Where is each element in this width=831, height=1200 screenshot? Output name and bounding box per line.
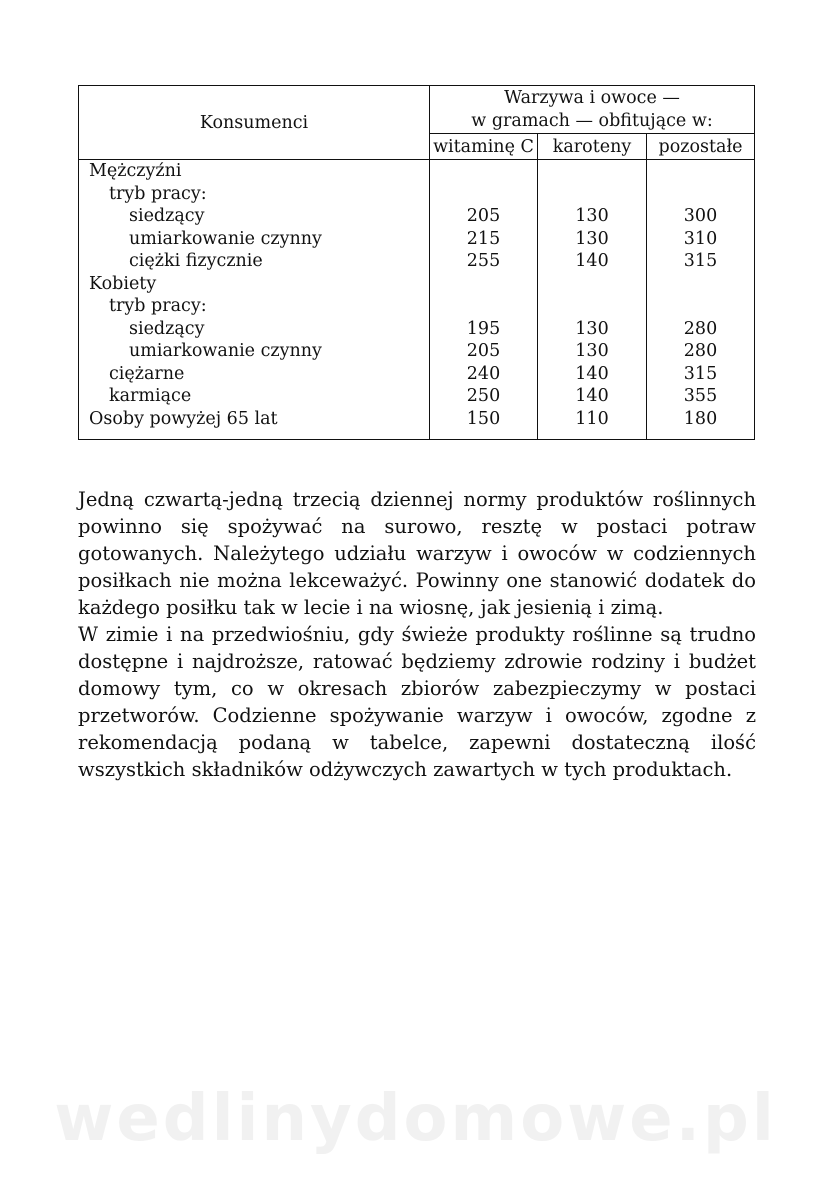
header-group-line1: Warzywa i owoce — (504, 87, 680, 108)
row-value: 280 (683, 318, 718, 339)
row-value: 195 (466, 318, 501, 339)
row-value: 130 (575, 228, 609, 249)
row-label: umiarkowanie czynny (129, 228, 322, 249)
row-value: 150 (466, 408, 501, 429)
header-group (430, 86, 755, 134)
row-value: 205 (466, 206, 501, 227)
row-value: 240 (466, 363, 501, 384)
row-value: 140 (575, 386, 609, 407)
row-value: 140 (575, 251, 609, 272)
nutrition-table (78, 85, 755, 440)
row-value (647, 183, 754, 206)
row-label: umiarkowanie czynny (129, 341, 322, 362)
row-value (647, 295, 754, 318)
row-value: 130 (575, 318, 609, 339)
row-value (538, 160, 646, 183)
row-value: 130 (575, 341, 609, 362)
other-column (647, 160, 755, 440)
row-value: 110 (575, 408, 609, 429)
row-value (538, 273, 646, 296)
row-label: Osoby powyżej 65 lat (89, 408, 278, 429)
row-value (430, 160, 537, 183)
row-label: siedzący (129, 318, 205, 339)
row-label: siedzący (129, 206, 205, 227)
watermark: wedlinydomowe.pl (54, 1082, 777, 1156)
row-value (538, 183, 646, 206)
row-value (430, 273, 537, 296)
row-value: 300 (683, 206, 718, 227)
row-value: 215 (466, 228, 501, 249)
row-value (647, 160, 754, 183)
row-value: 310 (683, 228, 718, 249)
row-value: 255 (466, 251, 501, 272)
row-value: 180 (683, 408, 718, 429)
row-label: Mężczyźni (89, 161, 182, 182)
row-value: 280 (683, 341, 718, 362)
row-label: Kobiety (89, 273, 157, 294)
row-value (430, 295, 537, 318)
header-col-vitamin-c: witaminę C (430, 134, 538, 160)
row-label: karmiące (109, 386, 192, 407)
body-text (78, 486, 756, 783)
row-value (430, 183, 537, 206)
header-col-other: pozostałe (647, 134, 755, 160)
row-label: ciężki fizycznie (129, 251, 263, 272)
vitamin-c-column (430, 160, 538, 440)
row-value: 140 (575, 363, 609, 384)
row-value: 250 (466, 386, 501, 407)
row-value: 355 (683, 386, 718, 407)
header-consumers: Konsumenci (79, 86, 430, 160)
row-value: 315 (683, 251, 718, 272)
row-value: 205 (466, 341, 501, 362)
row-label: tryb pracy: (109, 296, 207, 317)
carotene-column (538, 160, 647, 440)
labels-column (79, 160, 430, 440)
row-value: 130 (575, 206, 609, 227)
paragraph: Jedną czwartą-jedną trzecią dziennej normy produktów roślinnych powinno się spożywać na surowo, resztę w postaci potraw gotowanych. Należytego udziału warzyw i owoców w codziennych posiłkach nie można lekceważyć. Powinny one stanowić dodatek do każdego posiłku tak w lecie i na wiosnę, jak jesienią i zimą. (78, 488, 756, 619)
row-label: ciężarne (109, 363, 185, 384)
header-col-carotene: karoteny (538, 134, 647, 160)
header-group-line2: w gramach — obfitujące w: (471, 110, 713, 131)
row-value (538, 295, 646, 318)
row-value: 315 (683, 363, 718, 384)
row-value (647, 273, 754, 296)
row-label: tryb pracy: (109, 183, 207, 204)
paragraph: W zimie i na przedwiośniu, gdy świeże produkty roślinne są trudno dostępne i najdroższe, ratować będziemy zdrowie rodziny i budżet domowy tym, co w okresach zbiorów zabezpieczymy w postaci przetworów. Codzienne spożywanie warzyw i owoców, zgodne z rekomendacją podaną w tabelce, zapewni dostateczną ilość wszystkich składników odżywczych zawartych w tych produktach. (78, 623, 756, 781)
